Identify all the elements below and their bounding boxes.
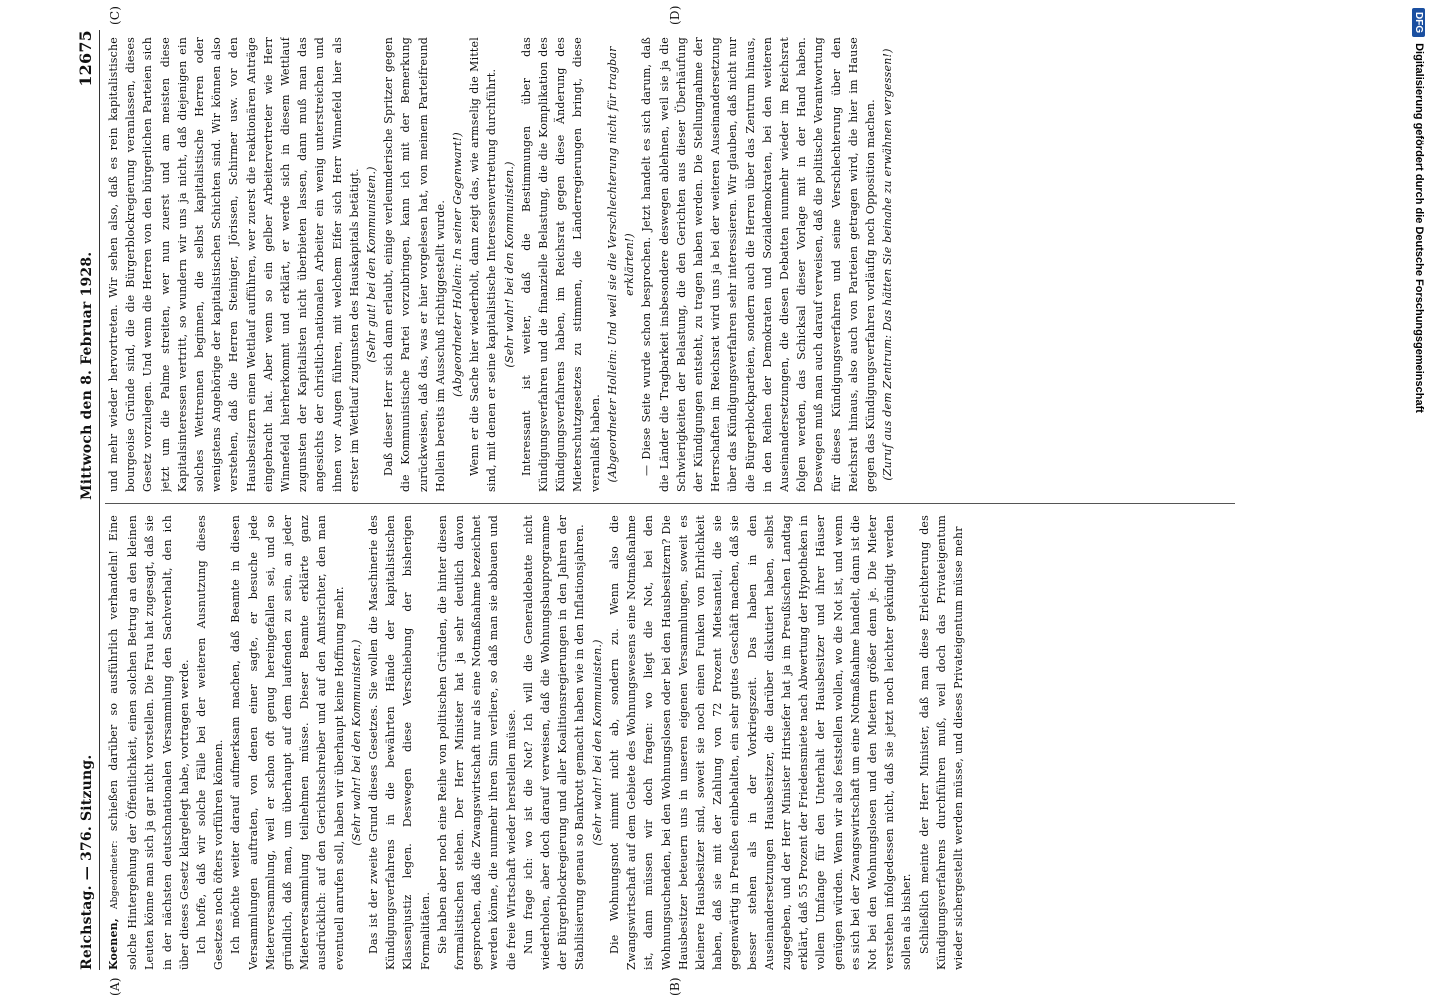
paragraph-text: schießen darüber so ausführlich verhandeln! Eine solche Hintergehung der Öffentlichkeit, einen solchen Betrug an den kleinen Leuten könne man sich ja gar nicht vorstellen. Die Frau hat zugesagt, daß sie in der nächsten deutschnationalen Versammlung den Sachverhalt, den ich über dieses Gesetz klargelegt habe, vortragen werde. xyxy=(107,515,191,970)
margin-marker-b: (B) xyxy=(668,977,682,996)
paragraph-text: Ich möchte weiter darauf aufmerksam machen, daß Beamte in diesen Versammlungen auftraten, von denen einer sagte, er besuche jede Mieterversammlung, weil er schon oft genug hereingefallen sei, und so gründlich, daß man, um überhaupt auf dem laufenden zu sein, an jeder Mieterversammlung teilnehmen müsse. Dieser Beamte erklärte ganz ausdrücklich: auf den Gerichtsschreiber und auf den Amtsrichter, den man eventuell anrufen soll, haben wir überhaupt keine Hoffnung mehr. xyxy=(229,515,346,970)
header-session: Reichstag. — 376. Sitzung. xyxy=(79,754,95,970)
column-divider xyxy=(105,503,1235,504)
paragraph-text: Daß dieser Herr sich dann erlaubt, einige verleumderische Spritzer gegen die Kommunistische Partei vorzubringen, kann ich mit der Bemerkung zurückweisen, daß das, was er hier vorgelesen hat, von meinem Parteifreund Hollein bereits im Ausschuß richtiggestellt wurde. xyxy=(382,37,447,492)
interjection xyxy=(501,37,518,492)
paragraph-text: (Zuruf aus dem Zentrum: Das hätten Sie beinahe zu erwähnen vergessen!) xyxy=(881,48,895,481)
paragraph-text: (Sehr wahr! bei den Kommunisten.) xyxy=(502,161,516,368)
interjection xyxy=(348,515,365,970)
interjection xyxy=(363,37,380,492)
margin-marker-a: (A) xyxy=(108,977,122,996)
right-text-column xyxy=(105,37,1255,492)
paragraph-text: und mehr wieder hervortreten. Wir sehen also, daß es rein kapitalistische bourgeoise Gründe sind, die die Bürgerblockregierung veranlassen, dieses Gesetz vorzulegen. Und wenn die Herren von den bürgerlichen Parteien sich jetzt um die Palme streiten, wer nun zuerst und am meisten diese Kapitalsinteressen vertritt, so wundern wir uns ja nicht, daß diejenigen ein solches Wettrennen beginnen, die selbst kapitalistische Herren oder wenigstens Angehörige der kapitalistischen Schichten sind. Wir können also verstehen, daß die Herren Steiniger, Jörissen, Schirmer usw. vor den Hausbesitzern einen Wettlauf aufführen, wer zuerst die reaktionären Anträge eingebracht hat. Aber wenn so ein gelber Arbeitervertreter wie Herr Winnefeld hierherkommt und erklärt, er werde sich in diesem Wettlauf zugunsten der Kapitalisten nicht überbieten lassen, dann muß man das angesichts der christlich-nationalen Arbeiter ein wenig unterstreichen und ihnen vor Augen führen, mit welchem Eifer sich Herr Winnefeld hier als erster im Wettlauf zugunsten des Hauskapitals betätigt. xyxy=(107,37,361,492)
paragraph-text: (Abgeordneter Hollein: Und weil sie die Verschlechterung nicht für tragbar erklärten!) xyxy=(605,46,637,483)
paragraph-text: Interessant ist weiter, daß die Bestimmungen über das Kündigungsverfahren und die finanzielle Belastung, die die Komplikation des Kündigungsverfahrens haben, im Reichsrat gegen diese Änderung des Mieterschutzgesetzes zu stimmen, die Länderregierungen bringt, diese veranlaßt haben. xyxy=(519,37,602,492)
page-header xyxy=(77,30,99,970)
interjection xyxy=(449,37,466,492)
header-rule xyxy=(99,30,100,970)
paragraph-text: (Abgeordneter Hollein: In seiner Gegenwart!) xyxy=(451,132,465,397)
paragraph-text: Schließlich meinte der Herr Minister, daß man diese Erleichterung des Kündigungsverfahrens durchführen muß, weil doch das Privateigentum wieder sichergestellt werden müsse, und dieses Privateigentum müsse mehr xyxy=(917,515,965,970)
paragraph-text: Die Wohnungsnot nimmt nicht ab, sondern zu. Wenn also die Zwangswirtschaft auf dem Gebiete des Wohnungswesens eine Notmaßnahme ist, dann müssen wir doch fragen: wo liegt die Not, bei den Wohnungsuchenden, bei den Wohnungslosen oder bei den Hausbesitzern? Die Hausbesitzer beteuern uns in unseren eigenen Versammlungen, soweit es kleinere Hausbesitzer sind, soweit sie noch einen Funken von Ehrlichkeit haben, daß sie mit der Zahlung von 72 Prozent Mietsanteil, die sie gegenwärtig in Preußen einbehalten, ein sehr gutes Geschäft machen, daß sie besser stehen als in der Vorkriegszeit. Das haben in den Auseinandersetzungen Hausbesitzer, die darüber diskutiert haben, selbst zugegeben, und der Herr Minister Hirtsiefer hat ja im Preußischen Landtag erklärt, daß 55 Prozent der Friedensmiete nach Abwertung der Hypotheken in vollem Umfange für den Unterhalt der Hausbesitzer und ihrer Häuser genügen würden. Wenn wir also feststellen wollen, wo die Not ist, und wenn es sich bei der Zwangswirtschaft um eine Notmaßnahme handelt, dann ist die Not bei den Wohnungslosen und den Mietern größer denn je. Die Mieter verstehen infolgedessen nicht, daß sie jetzt noch leichter gekündigt werden sollen als bisher. xyxy=(607,515,914,970)
paragraph xyxy=(916,515,968,970)
paragraph xyxy=(380,37,449,492)
interjection xyxy=(604,37,638,492)
interjection xyxy=(589,515,606,970)
rotated-newspaper-page xyxy=(76,5,1377,996)
margin-marker-d: (D) xyxy=(668,5,682,25)
margin-marker-c: (C) xyxy=(108,5,122,25)
speaker-name: Koenen, xyxy=(107,918,120,970)
paragraph xyxy=(466,37,500,492)
digitization-credit xyxy=(1408,8,1430,992)
left-text-column xyxy=(105,515,1255,970)
interjection xyxy=(879,37,896,492)
paragraph xyxy=(638,37,879,492)
paragraph xyxy=(518,37,604,492)
paragraph-text: Sie haben aber noch eine Reihe von politischen Gründen, die hinter diesen formalistischen stehen. Der Herr Minister hat ja sehr deutlich davon gesprochen, daß die Zwangswirtschaft nur als eine Notmaßnahme bezeichnet werden könne, die nunmehr ihren Sinn verliere, so daß man sie abbauen und die freie Wirtschaft wieder herstellen müsse. xyxy=(435,515,518,970)
paragraph-text: Das ist der zweite Grund dieses Gesetzes. Sie wollen die Maschinerie des Kündigungsverfahrens in die bewährten Hände der kapitalistischen Klassenjustiz legen. Deswegen diese Verschiebung der bisherigen Formalitäten. xyxy=(367,515,432,970)
paragraph xyxy=(105,37,363,492)
digitization-credit-strip xyxy=(1408,8,1430,992)
paragraph xyxy=(105,515,193,970)
paragraph-text: (Sehr wahr! bei den Kommunisten.) xyxy=(349,639,363,846)
paragraph-text: (Sehr wahr! bei den Kommunisten.) xyxy=(590,639,604,846)
paragraph-text: (Sehr gut! bei den Kommunisten.) xyxy=(365,166,379,363)
speaker-role: Abgeordneter: xyxy=(110,840,120,910)
paragraph-text: Wenn er die Sache hier wiederholt, dann zeigt das, wie armselig die Mittel sind, mit denen er seine kapitalistische Interessenvertretung durchführt. xyxy=(468,37,499,492)
paragraph-text: — Diese Seite wurde schon besprochen. Jetzt handelt es sich darum, daß die Länder die Tragbarkeit insbesondere deswegen ablehnen, weil sie ja die Schwierigkeiten der Belastung, die den Gerichten aus dieser Überhäufung der Kündigungen entsteht, zu tragen haben werden. Die Stellungnahme der Herrschaften im Reichsrat wird uns ja bei der weiteren Auseinandersetzung über das Kündigungsverfahren sehr interessieren. Wir glauben, daß nicht nur die Bürgerblockparteien, sondern auch die Herren über das Zentrum hinaus, in den Reihen der Demokraten und Sozialdemokraten, bei den weiteren Auseinandersetzungen, die diesen Debatten nunmehr wieder im Reichsrat folgen werden, das Schicksal dieser Vorlage mit in der Hand haben. Deswegen muß man auch darauf verweisen, daß die politische Verantwortung für dieses Kündigungsverfahren und seine Verschlechterung über den Reichsrat hinaus, also auch von Parteien getragen wird, die hier im Hause gegen das Kündigungsverfahren vorläufig noch Opposition machen. xyxy=(640,37,877,492)
paragraph xyxy=(193,515,227,970)
dfg-logo: DFG xyxy=(1413,8,1426,37)
paragraph xyxy=(434,515,520,970)
paragraph xyxy=(606,515,916,970)
digitization-credit-text: Digitalisierung gefördert durch die Deutsche Forschungsgemeinschaft xyxy=(1413,43,1425,413)
paragraph xyxy=(365,515,434,970)
page-number: 12675 xyxy=(76,30,95,87)
header-date: Mittwoch den 8. Februar 1928. xyxy=(79,251,95,500)
paragraph-text: Ich hoffe, daß wir solche Fälle bei der weiteren Ausnutzung dieses Gesetzes noch öfters vorführen können. xyxy=(195,515,226,970)
paragraph xyxy=(520,515,589,970)
paragraph-text: Nun frage ich: wo ist die Not? Ich will die Generaldebatte nicht wiederholen, aber doch darauf verweisen, daß die Wohnungsbauprogramme der Bürgerblockregierung und aller Koalitionsregierungen in den Jahren der Stabilisierung genau so Bankrott gemacht haben wie in den Inflationsjahren. xyxy=(521,515,587,970)
paragraph xyxy=(227,515,347,970)
